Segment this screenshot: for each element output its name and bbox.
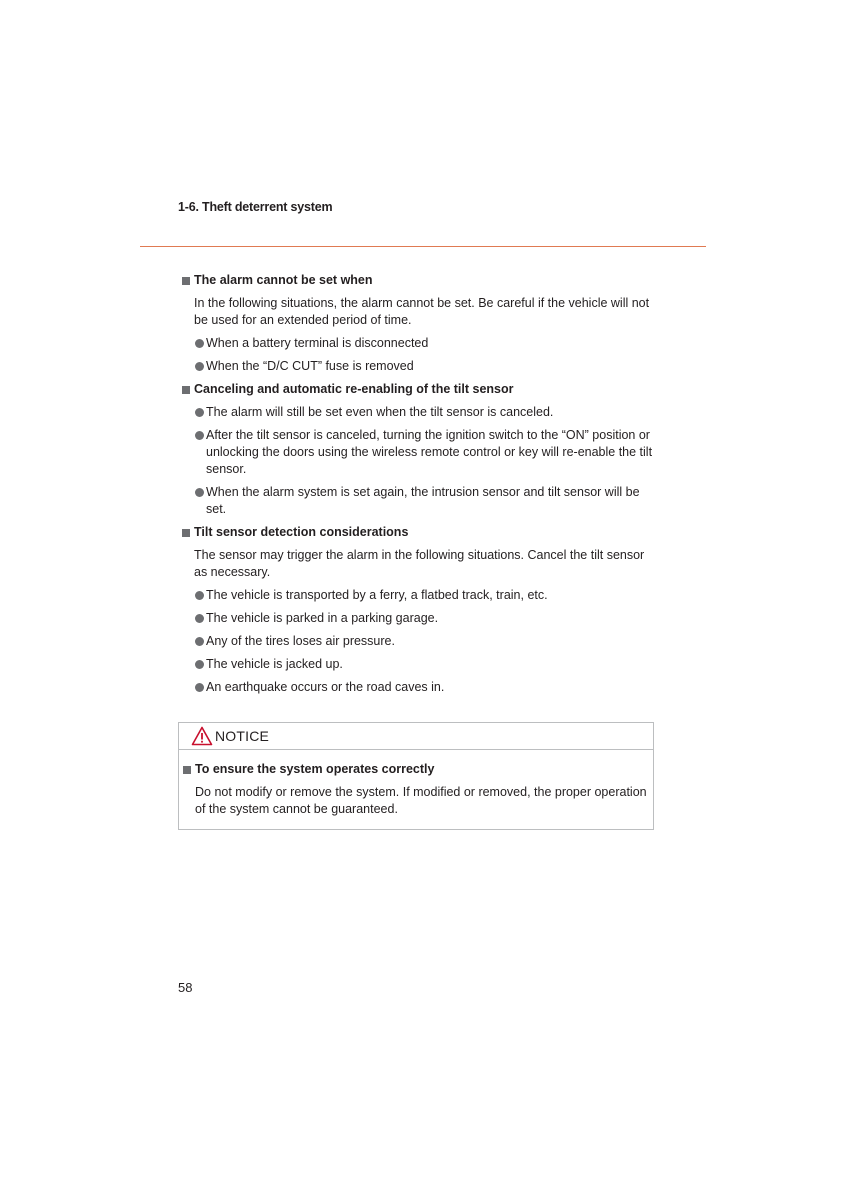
list-item: An earthquake occurs or the road caves in.	[194, 679, 658, 696]
page-number: 58	[178, 980, 193, 995]
warning-triangle-icon	[191, 726, 213, 746]
circle-bullet-icon	[195, 339, 204, 348]
list-item: When the alarm system is set again, the intrusion sensor and tilt sensor will be set.	[194, 484, 658, 518]
list-item: When the “D/C CUT” fuse is removed	[194, 358, 658, 375]
notice-title: To ensure the system operates correctly	[183, 761, 651, 778]
square-bullet-icon	[183, 766, 191, 774]
section-title-tilt-sensor-canceling: Canceling and automatic re-enabling of the tilt sensor	[182, 381, 658, 398]
list-item: After the tilt sensor is canceled, turning the ignition switch to the “ON” position or unlocking the doors using the wireless remote control or key will re-enable the tilt sensor.	[194, 427, 658, 478]
circle-bullet-icon	[195, 431, 204, 440]
circle-bullet-icon	[195, 591, 204, 600]
main-content	[182, 272, 658, 702]
notice-label: NOTICE	[215, 728, 270, 744]
square-bullet-icon	[182, 529, 190, 537]
section-header: 1-6. Theft deterrent system	[178, 200, 333, 214]
section-title-tilt-sensor-considerations: Tilt sensor detection considerations	[182, 524, 658, 541]
section-intro: In the following situations, the alarm cannot be set. Be careful if the vehicle will not be used for an extended period of time.	[194, 296, 650, 327]
notice-body	[183, 761, 651, 824]
circle-bullet-icon	[195, 408, 204, 417]
notice-box	[178, 722, 654, 830]
list-item: The vehicle is transported by a ferry, a flatbed track, train, etc.	[194, 587, 658, 604]
circle-bullet-icon	[195, 362, 204, 371]
circle-bullet-icon	[195, 614, 204, 623]
circle-bullet-icon	[195, 683, 204, 692]
section-title-alarm-cannot-be-set: The alarm cannot be set when	[182, 272, 658, 289]
header-divider	[140, 246, 706, 247]
list-item: The vehicle is jacked up.	[194, 656, 658, 673]
circle-bullet-icon	[195, 488, 204, 497]
list-item: The vehicle is parked in a parking garage.	[194, 610, 658, 627]
notice-header	[179, 723, 653, 750]
square-bullet-icon	[182, 386, 190, 394]
list-item: The alarm will still be set even when the tilt sensor is canceled.	[194, 404, 658, 421]
list-item: Any of the tires loses air pressure.	[194, 633, 658, 650]
circle-bullet-icon	[195, 660, 204, 669]
square-bullet-icon	[182, 277, 190, 285]
circle-bullet-icon	[195, 637, 204, 646]
notice-text: Do not modify or remove the system. If modified or removed, the proper operation of the system cannot be guaranteed.	[195, 785, 647, 816]
section-intro: The sensor may trigger the alarm in the following situations. Cancel the tilt sensor as necessary.	[194, 548, 645, 579]
list-item: When a battery terminal is disconnected	[194, 335, 658, 352]
